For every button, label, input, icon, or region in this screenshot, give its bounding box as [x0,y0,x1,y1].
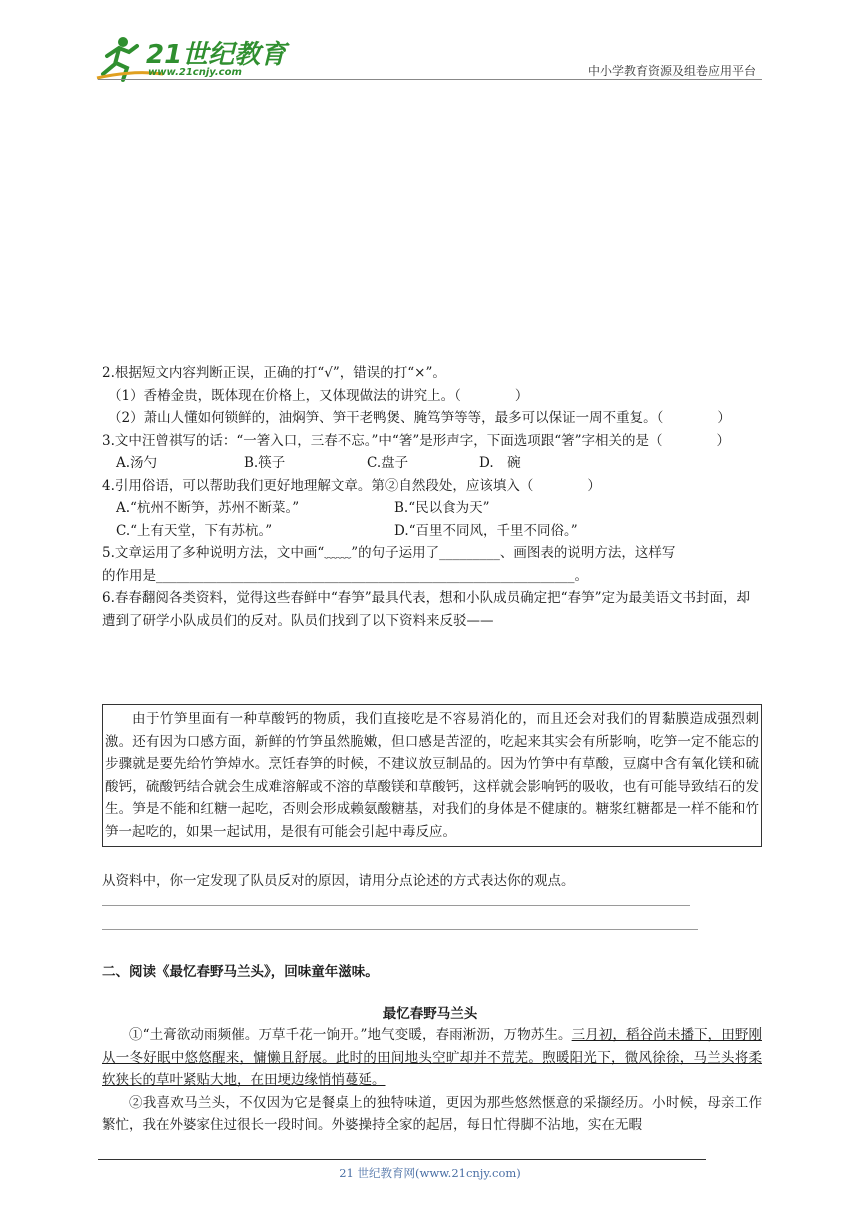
option-b: B.“民以食为天” [394,500,490,516]
question-6: 6.春春翻阅各类资料，觉得这些春鲜中“春笋”最具代表，想和小队成员确定把“春笋”定为最美语文书封面，却遭到了研学小队成员们的反对。队员们找到了以下资料来反驳—— [102,590,750,629]
footer-divider [98,1159,706,1160]
question-3: 3.文中汪曾祺写的话：“一箸入口，三春不忘。”中“箸”是形声字，下面选项跟“箸”字相关的是（ ） [102,432,731,449]
paragraph-1-plain: ①“土膏欲动雨频催。万草千花一饷开。”地气变暖，春雨淅沥，万物苏生。 [129,1027,572,1043]
footer-text: 21 世纪教育网(www.21cnjy.com) [339,1166,521,1180]
option-c: C.“上有天堂，下有苏杭。” [116,522,273,539]
paragraph-1 [102,1024,762,1092]
answer-line [102,905,690,906]
paragraph-2: ②我喜欢马兰头，不仅因为它是餐桌上的独特味道，更因为那些悠然惬意的采撷经历。小时候，母亲工作繁忙，我在外婆家住过很长一段时间。外婆操持全家的起居，每日忙得脚不沾地，实在无暇 [102,1094,762,1133]
question-4: 4.引用俗语，可以帮助我们更好地理解文章。第②自然段处，应该填入（ ） [102,477,601,494]
logo-url: www.21cnjy.com [148,67,242,78]
header-divider [98,79,762,80]
page-header [0,0,860,90]
option-d: D.“百里不同风，千里不同俗。” [394,522,578,539]
platform-name: 中小学教育资源及组卷应用平台 [587,64,756,78]
section-heading: 二、阅读《最忆春野马兰头》，回味童年滋味。 [102,964,379,980]
question-2: 2.根据短文内容判断正误，正确的打“√”，错误的打“×”。 [102,365,446,381]
answer-line [102,929,698,930]
paragraph-1-underlined: 三月初，稻谷尚未播下，田野刚从一冬好眠中悠悠醒来，慵懒且舒展。此时的田间地头空旷却并不荒芜。煦暖阳光下，微风徐徐，马兰头将柔软狭长的草叶紧贴大地，在田埂边缘悄悄蔓延。 [102,1027,762,1088]
question-2-2: （2）萧山人懂如何锁鲜的，油焖笋、笋干老鸭煲、腌笃笋等等，最多可以保证一周不重复。（ ） [108,410,731,426]
article-body [102,1024,762,1137]
question-6-prompt: 从资料中，你一定发现了队员反对的原因，请用分点论述的方式表达你的观点。 [102,873,575,889]
option-a: A.汤勺 [116,455,158,471]
option-c: C.盘子 [367,455,409,471]
question-5-line1: 5.文章运用了多种说明方法，文中画“﹏﹏”的句子运用了_________、画图表的说明方法，这样写 [102,545,676,561]
question-4-options-row2 [102,520,762,543]
material-box: 由于竹笋里面有一种草酸钙的物质，我们直接吃是不容易消化的，而且还会对我们的胃黏膜造成强烈刺激。还有因为口感方面，新鲜的竹笋虽然脆嫩，但口感是苦涩的，吃起来其实会有所影响，吃笋一定不能忘的步骤就是要先给竹笋焯水。烹饪春笋的时候，不建议放豆制品的。因为竹笋中有草酸，豆腐中含有氧化镁和硫酸钙，硫酸钙结合就会生成难溶解或不溶的草酸镁和草酸钙，这样就会影响钙的吸收，也有可能导致结石的发生。笋是不能和红糖一起吃，否则会形成赖氨酸糖基，对我们的身体是不健康的。糖浆红糖都是一样不能和竹笋一起吃的，如果一起试用，是很有可能会引起中毒反应。 [102,704,762,847]
question-3-options [102,452,762,475]
question-4-options-row1 [102,497,762,520]
question-5-line2: 的作用是______________________________________________________________。 [102,567,588,584]
option-a: A.“杭州不断笋，苏州不断菜。” [116,500,300,516]
option-d: D. 碗 [479,455,521,471]
article-title: 最忆春野马兰头 [382,1006,478,1022]
questions [102,362,762,632]
option-b: B.筷子 [244,455,286,471]
logo-text: 21世纪教育 [146,40,287,70]
question-2-1: （1）香椿金贵，既体现在价格上，又体现做法的讲究上。（ ） [108,387,529,404]
